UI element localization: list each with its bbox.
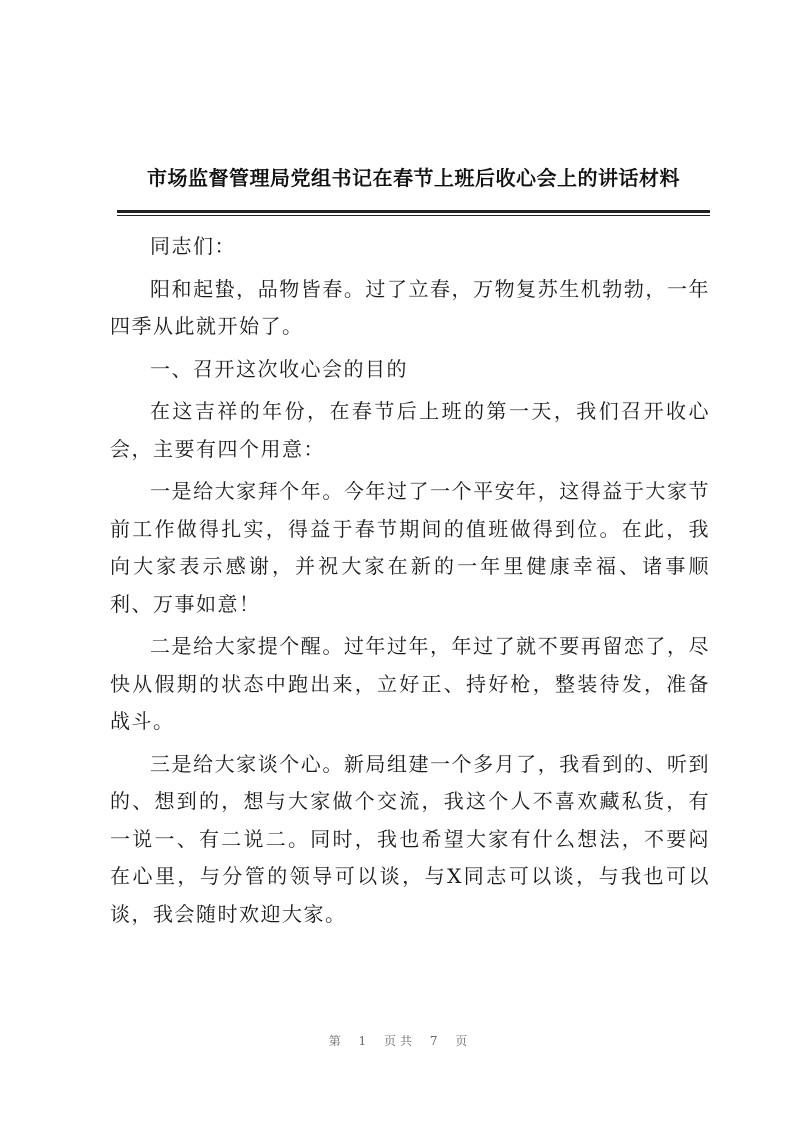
paragraph-purpose: 在这吉祥的年份，在春节后上班的第一天，我们召开收心会，主要有四个用意：	[110, 399, 710, 461]
paragraph-point-1: 一是给大家拜个年。今年过了一个平安年，这得益于大家节前工作做得扎实，得益于春节期间的值班做得到位。在此，我向大家表示感谢，并祝大家在新的一年里健康幸福、诸事顺利、万事如意！	[110, 479, 710, 616]
paragraph-point-2: 二是给大家提个醒。过年过年，年过了就不要再留恋了，尽快从假期的状态中跑出来，立好正、持好枪，整装待发，准备战斗。	[110, 634, 710, 733]
document-body	[110, 228, 710, 933]
paragraph-point-3: 三是给大家谈个心。新局组建一个多月了，我看到的、听到的、想到的，想与大家做个交流，我这个人不喜欢藏私货，有一说一、有二说二。同时，我也希望大家有什么想法，不要闷在心里，与分管的领导可以谈，与X同志可以谈，与我也可以谈，我会随时欢迎大家。	[110, 751, 710, 926]
paragraph-opening: 阳和起蛰，品物皆春。过了立春，万物复苏生机勃勃，一年四季从此就开始了。	[110, 276, 710, 338]
title-rule-thin	[117, 215, 710, 216]
section-heading-1: 一、召开这次收心会的目的	[150, 356, 408, 381]
title-rule-thick	[117, 210, 710, 213]
page-footer: 第 1 页共 7 页	[328, 1034, 472, 1048]
paragraph-salutation: 同志们：	[150, 234, 236, 258]
document-title: 市场监督管理局党组书记在春节上班后收心会上的讲话材料	[147, 166, 680, 190]
